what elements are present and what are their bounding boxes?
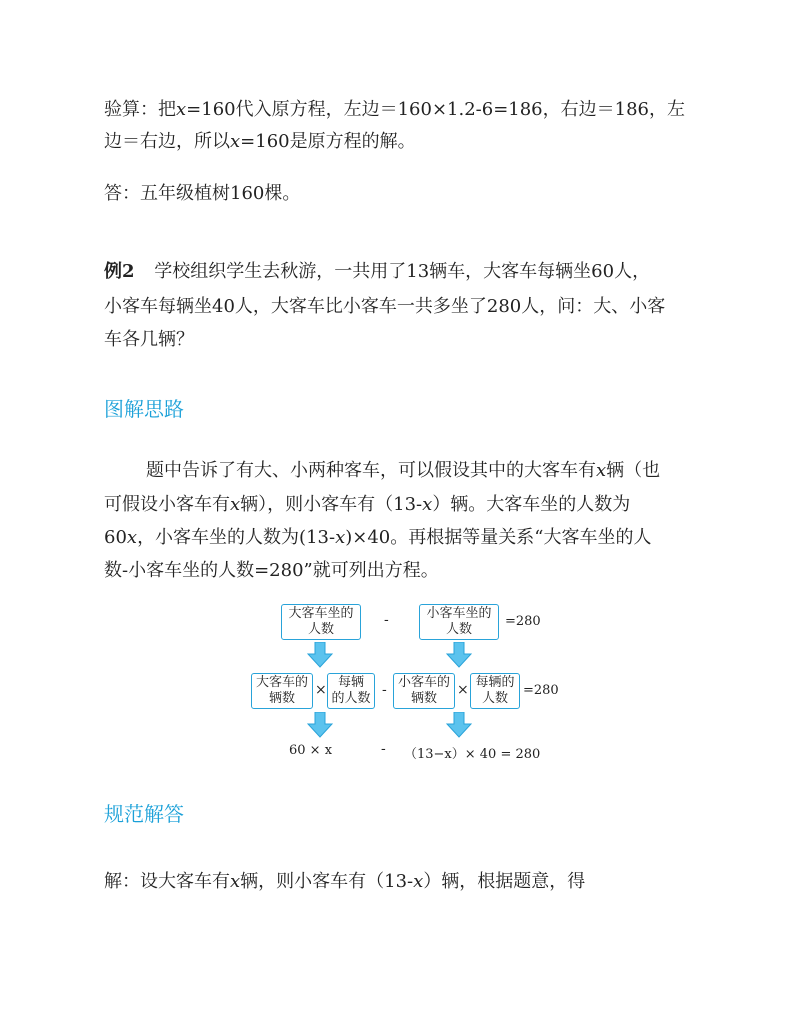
down-arrow-icon: [446, 642, 472, 668]
box-big-bus-count: 大客车的 辆数: [251, 673, 313, 709]
times-sign-1: ×: [315, 682, 327, 698]
answer-line: 答：五年级植树160棵。: [104, 183, 301, 204]
box-small-bus-count: 小客车的 辆数: [393, 673, 455, 709]
minus-sign-row2: -: [382, 682, 387, 698]
example2-label: 例2: [104, 261, 135, 282]
box-per-bus-people-big: 每辆 的人数: [327, 673, 375, 709]
analysis-line-3: 60x，小客车坐的人数为(13-x)×40。再根据等量关系“大客车坐的人: [104, 527, 652, 548]
solution-line: 解：设大客车有x辆，则小客车有（13-x）辆，根据题意，得: [104, 871, 586, 892]
example2-line-1: 例2 学校组织学生去秋游，一共用了13辆车，大客车每辆坐60人，: [104, 261, 651, 282]
minus-sign-row3: -: [381, 741, 386, 757]
section-heading-diagram: 图解思路: [104, 397, 184, 421]
expression-small-bus: （13−x）× 40 = 280: [404, 747, 541, 762]
box-per-bus-people-small: 每辆的 人数: [470, 673, 520, 709]
analysis-line-2: 可假设小客车有x辆），则小客车有（13-x）辆。大客车坐的人数为: [104, 494, 631, 515]
equals-280-row1: =280: [505, 614, 541, 629]
analysis-line-4: 数-小客车坐的人数=280”就可列出方程。: [104, 560, 439, 581]
expression-60x: 60 × x: [289, 743, 333, 758]
example2-line-3: 车各几辆？: [104, 329, 194, 350]
box-small-bus-people: 小客车坐的 人数: [419, 604, 499, 640]
section-heading-solution: 规范解答: [104, 802, 184, 826]
times-sign-2: ×: [457, 682, 469, 698]
example2-line-2: 小客车每辆坐40人，大客车比小客车一共多坐了280人，问：大、小客: [104, 296, 666, 317]
verification-line-2: 边＝右边，所以x=160是原方程的解。: [104, 131, 416, 152]
down-arrow-icon: [307, 642, 333, 668]
down-arrow-icon: [307, 712, 333, 738]
box-big-bus-people: 大客车坐的 人数: [281, 604, 361, 640]
equals-280-row2: =280: [523, 683, 559, 698]
verification-line-1: 验算：把x=160代入原方程，左边＝160×1.2-6=186，右边＝186，左: [104, 99, 685, 120]
down-arrow-icon: [446, 712, 472, 738]
analysis-line-1: 题中告诉了有大、小两种客车，可以假设其中的大客车有x辆（也: [146, 460, 661, 481]
minus-sign-row1: -: [384, 612, 389, 628]
